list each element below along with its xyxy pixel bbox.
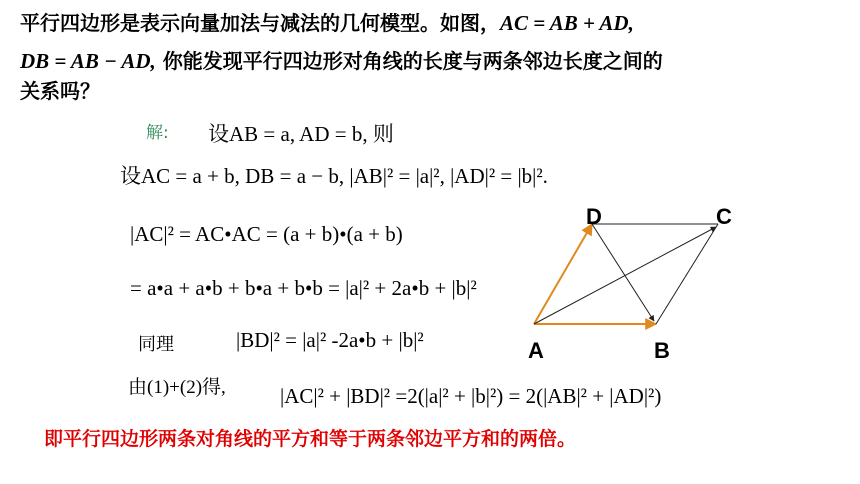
intro-line-1 bbox=[20, 10, 634, 36]
solution-label: 解: bbox=[146, 123, 169, 143]
solution-line-5-equation: |BD|² = |a|² -2a•b + |b|² bbox=[236, 328, 424, 352]
solution-line-4: = a•a + a•b + b•a + b•b = |a|² + 2a•b + |b|² bbox=[130, 276, 477, 300]
solution-line-6-equation: |AC|² + |BD|² =2(|a|² + |b|²) = 2(|AB|² + |AD|²) bbox=[280, 384, 662, 408]
intro-line-2 bbox=[20, 48, 663, 74]
intro-text-3: 关系吗？ bbox=[20, 79, 100, 103]
vertex-label-d: D bbox=[586, 204, 602, 229]
intro-equation-2: DB = AB − AD, bbox=[20, 49, 156, 73]
vertex-label-c: C bbox=[716, 204, 732, 229]
intro-line-3 bbox=[20, 78, 100, 104]
solution-line-5-label: 同理 bbox=[138, 334, 174, 355]
vertex-label-b: B bbox=[654, 338, 670, 363]
solution-line-2: 设AC = a + b, DB = a − b, |AB|² = |a|², |AD|² = |b|². bbox=[120, 164, 548, 188]
side-bc bbox=[656, 224, 718, 324]
intro-text-2: 你能发现平行四边形对角线的长度与两条邻边长度之间的 bbox=[162, 49, 663, 73]
solution-line-3: |AC|² = AC•AC = (a + b)•(a + b) bbox=[130, 222, 403, 246]
vertex-label-a: A bbox=[528, 338, 544, 363]
conclusion-text: 即平行四边形两条对角线的平方和等于两条邻边平方和的两倍。 bbox=[44, 428, 577, 450]
parallelogram-figure bbox=[520, 200, 740, 370]
solution-line-1: 设AB = a, AD = b, 则 bbox=[208, 122, 394, 146]
solution-line-6-label: 由(1)+(2)得, bbox=[128, 377, 226, 398]
intro-text-1: 平行四边形是表示向量加法与减法的几何模型。如图， bbox=[20, 11, 500, 35]
diagonal-db bbox=[592, 224, 654, 321]
intro-equation-1: AC = AB + AD, bbox=[500, 11, 634, 35]
